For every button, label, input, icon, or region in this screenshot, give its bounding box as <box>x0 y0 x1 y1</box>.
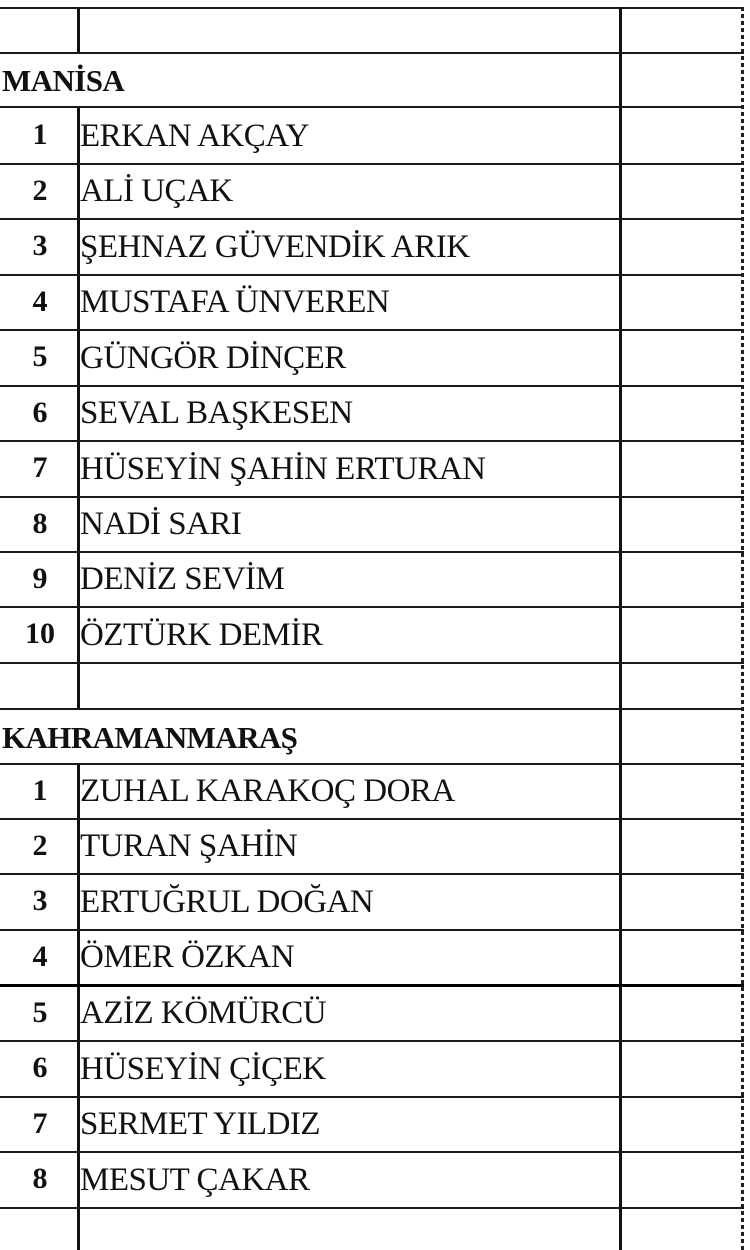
candidate-name: AZİZ KÖMÜRCÜ <box>80 995 327 1031</box>
table-row <box>0 985 750 1040</box>
row-number: 4 <box>32 939 48 973</box>
row-number: 5 <box>32 995 48 1029</box>
candidate-name: ÖZTÜRK DEMİR <box>80 616 323 653</box>
table-row <box>0 440 750 496</box>
row-number: 3 <box>32 229 48 262</box>
row-divider <box>0 1207 744 1209</box>
row-number: 7 <box>32 1106 48 1140</box>
row-number: 1 <box>32 118 48 151</box>
table-row <box>0 163 750 218</box>
row-number: 5 <box>32 340 48 373</box>
table-row <box>0 873 750 929</box>
row-number: 8 <box>32 506 48 540</box>
row-number: 2 <box>32 173 48 207</box>
row-number: 1 <box>32 773 48 807</box>
candidate-name: ERTUĞRUL DOĞAN <box>80 883 374 920</box>
row-number: 6 <box>32 1051 48 1084</box>
candidate-name: HÜSEYİN ŞAHİN ERTURAN <box>80 450 486 487</box>
candidate-name: DENİZ SEVİM <box>80 561 285 597</box>
row-number: 9 <box>32 561 48 595</box>
section-title-manisa: MANİSA <box>2 63 125 98</box>
table-row <box>0 218 750 274</box>
number-column-divider <box>77 7 80 52</box>
table-row <box>0 107 750 163</box>
candidate-name: SEVAL BAŞKESEN <box>80 395 353 431</box>
candidate-name: ÖMER ÖZKAN <box>80 939 295 975</box>
row-number: 2 <box>32 828 48 862</box>
row-number: 3 <box>32 884 48 917</box>
table-border-top <box>0 7 744 9</box>
section-heading-row <box>0 52 750 106</box>
candidate-name: GÜNGÖR DİNÇER <box>80 339 346 376</box>
table-row <box>0 1040 750 1096</box>
table-row <box>0 929 750 984</box>
table-row <box>0 1151 750 1207</box>
table-row <box>0 551 750 606</box>
row-number: 7 <box>32 451 48 484</box>
candidate-name: TURAN ŞAHİN <box>80 828 298 864</box>
table-row <box>0 1096 750 1151</box>
candidate-name: NADİ SARI <box>80 506 242 542</box>
row-number: 4 <box>32 284 48 318</box>
row-number: 10 <box>25 617 55 650</box>
candidate-name: SERMET YILDIZ <box>80 1106 321 1142</box>
candidate-name: MESUT ÇAKAR <box>80 1161 310 1198</box>
candidate-name: ZUHAL KARAKOÇ DORA <box>80 773 455 809</box>
table-row <box>0 274 750 329</box>
row-number: 8 <box>32 1162 48 1195</box>
row-number: 6 <box>32 395 48 429</box>
table-row <box>0 385 750 440</box>
table-row <box>0 606 750 662</box>
candidate-name: ERKAN AKÇAY <box>80 117 309 154</box>
table-row <box>0 329 750 385</box>
row-divider <box>0 662 744 664</box>
section-heading-row <box>0 708 750 763</box>
section-title-kahramanmaras: KAHRAMANMARAŞ <box>2 719 298 755</box>
candidate-name: ŞEHNAZ GÜVENDİK ARIK <box>80 228 470 265</box>
candidate-name: MUSTAFA ÜNVEREN <box>80 284 390 320</box>
table-row <box>0 818 750 873</box>
table-row <box>0 763 750 818</box>
candidate-name: ALİ UÇAK <box>80 173 233 209</box>
table-row <box>0 496 750 551</box>
candidate-name: HÜSEYİN ÇİÇEK <box>80 1050 326 1087</box>
